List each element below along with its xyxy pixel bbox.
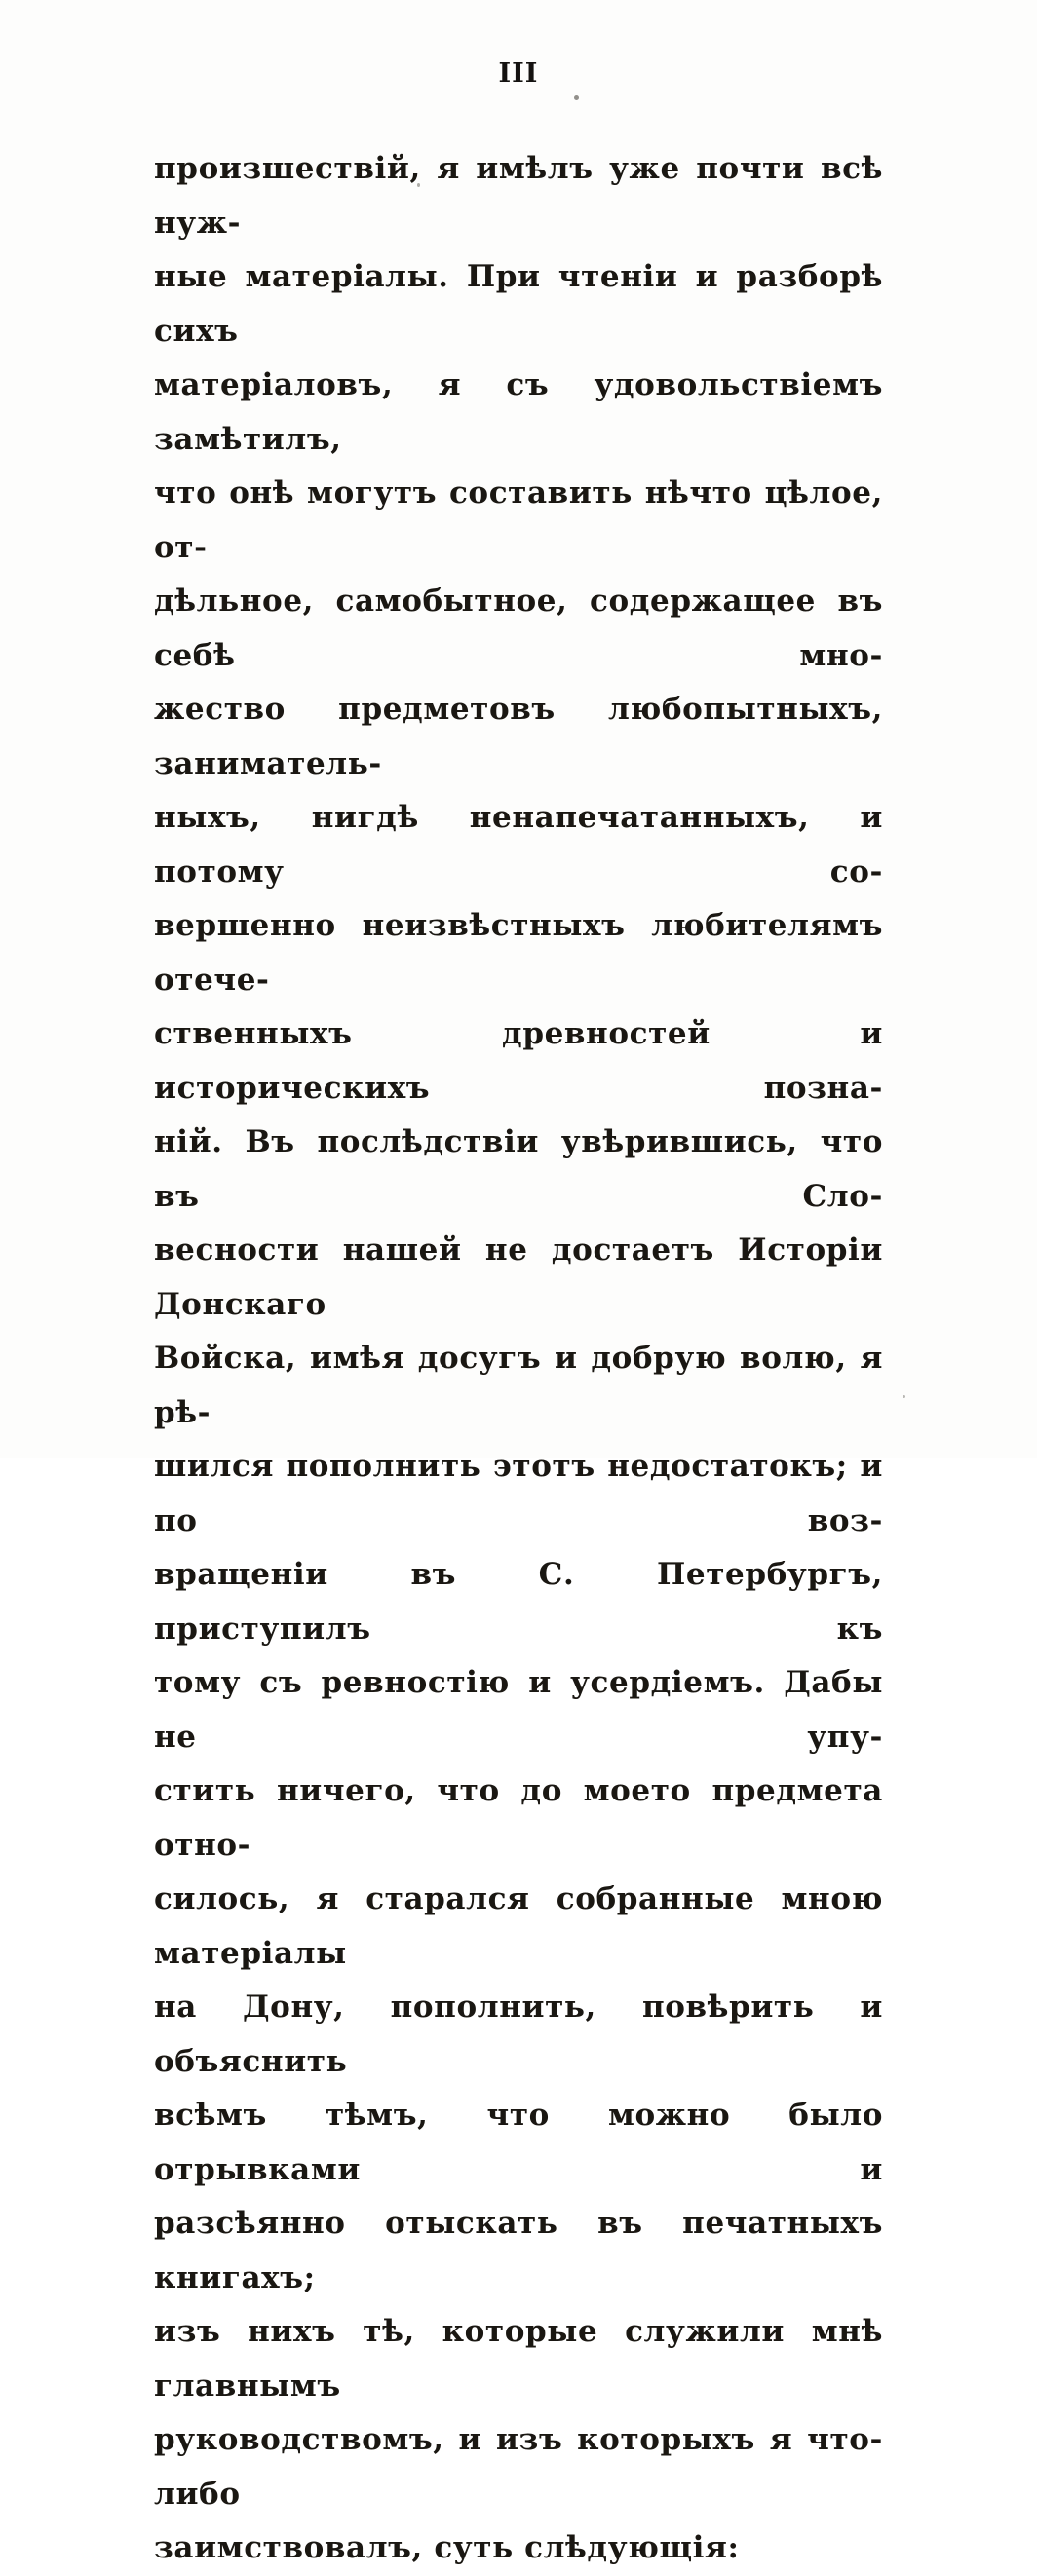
text-line: силось, я старался собранные мною матеріалы (154, 1881, 883, 1971)
text-line: матеріаловъ, я съ удовольствіемъ замѣтилъ, (154, 367, 883, 457)
text-line: весности нашей не достаетъ Исторіи Донскаго (154, 1232, 883, 1322)
text-line: ственныхъ древностей и историческихъ позна- (154, 1016, 883, 1106)
text-line: всѣмъ тѣмъ, что можно было отрывками и (154, 2098, 883, 2187)
ink-speck (903, 1395, 905, 1398)
text-line: шился пополнить этотъ недостатокъ; и по воз- (154, 1449, 883, 1538)
paragraph (154, 142, 883, 2576)
text-line: заимствовалъ, суть слѣдующія: (154, 2530, 740, 2565)
text-line: вращеніи въ С. Петербургъ, приступилъ къ (154, 1557, 883, 1647)
text-line: дѣльное, самобытное, содержащее въ себѣ мно- (154, 584, 883, 673)
ink-speck (574, 95, 579, 100)
text-line: руководствомъ, и изъ которыхъ я что-либо (154, 2422, 883, 2512)
text-line: вершенно неизвѣстныхъ любителямъ отече- (154, 908, 883, 998)
page-number: III (498, 58, 539, 89)
text-line: ныхъ, нигдѣ ненапечатанныхъ, и потому со- (154, 800, 883, 890)
text-line: жество предметовъ любопытныхъ, заниматель- (154, 692, 883, 781)
text-line: изъ нихъ тѣ, которые служили мнѣ главнымъ (154, 2314, 883, 2404)
text-line: разсѣянно отыскать въ печатныхъ книгахъ; (154, 2206, 883, 2295)
text-line: Войска, имѣя досугъ и добрую волю, я рѣ- (154, 1341, 883, 1430)
text-line: ные матеріалы. При чтеніи и разборѣ сихъ (154, 259, 883, 349)
text-line: что онѣ могутъ составить нѣчто цѣлое, от- (154, 475, 883, 565)
text-line: тому съ ревностію и усердіемъ. Дабы не упу- (154, 1665, 883, 1755)
text-line: произшествій, я имѣлъ уже почти всѣ нуж- (154, 151, 883, 241)
text-line: ній. Въ послѣдствіи увѣрившись, что въ Сло- (154, 1124, 883, 1214)
text-line: стить ничего, что до моето предмета отно- (154, 1773, 883, 1863)
text-line: на Дону, пополнить, повѣрить и объяснить (154, 1989, 883, 2079)
